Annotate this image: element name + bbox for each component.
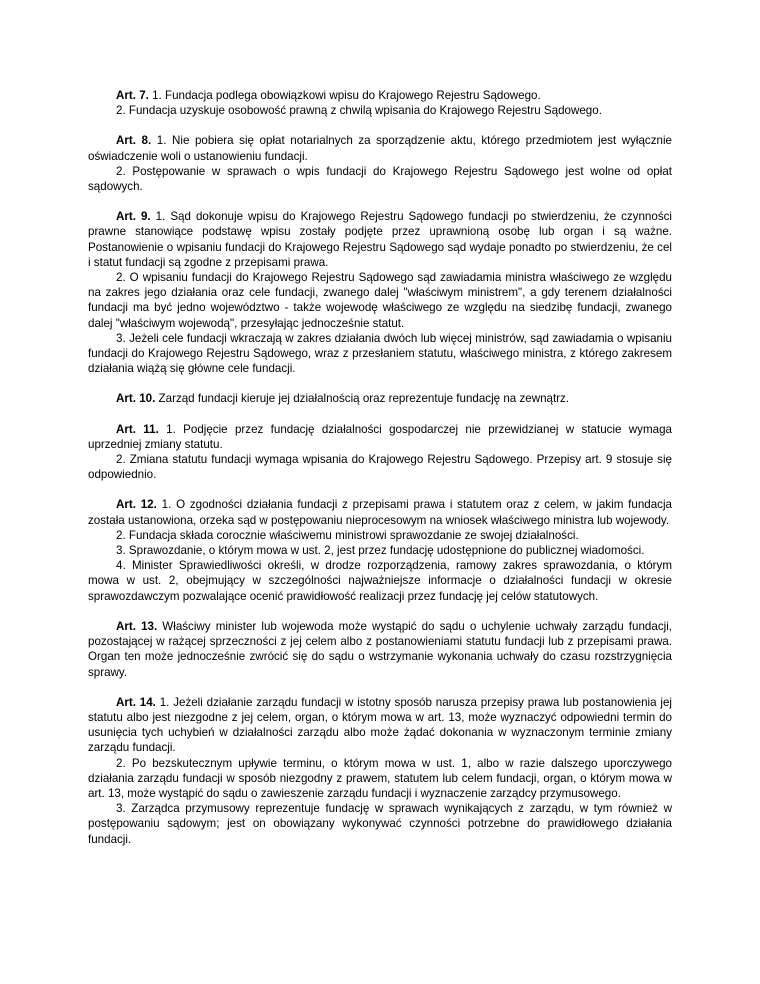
article-9-paragraph-1: [88, 209, 672, 270]
article-10-paragraph-1: [88, 391, 672, 406]
article-7-label: Art. 7.: [116, 89, 149, 102]
article-12-paragraph-1: [88, 497, 672, 527]
article-12: [88, 497, 672, 603]
article-10: [88, 391, 672, 406]
article-7: [88, 88, 672, 118]
article-8-text-1: 1. Nie pobiera się opłat notarialnych za sporządzenie aktu, którego przedmiotem jest wyłącznie oświadczenie woli o ustanowieniu fundacji.: [88, 134, 672, 163]
article-14-paragraph-3: 3. Zarządca przymusowy reprezentuje fundację w sprawach wynikających z zarządu, w tym również w postępowaniu sądowym; jest on obowiązany wykonywać czynności potrzebne do prawidłowego działania fundacji.: [88, 802, 672, 846]
article-7-text-1: 1. Fundacja podlega obowiązkowi wpisu do Krajowego Rejestru Sądowego.: [152, 89, 541, 102]
article-13: [88, 619, 672, 680]
article-11: [88, 422, 672, 483]
article-8: [88, 133, 672, 194]
article-12-paragraph-3: 3. Sprawozdanie, o którym mowa w ust. 2, jest przez fundację udostępnione do publicznej wiadomości.: [116, 544, 645, 558]
article-10-text-1: Zarząd fundacji kieruje jej działalnością oraz reprezentuje fundację na zewnątrz.: [158, 392, 570, 406]
article-8-paragraph-1: [88, 133, 672, 163]
article-9-label: Art. 9.: [116, 210, 151, 224]
article-7-paragraph-2: 2. Fundacja uzyskuje osobowość prawną z chwilą wpisania do Krajowego Rejestru Sądowego.: [116, 104, 602, 118]
article-12-label: Art. 12.: [116, 498, 157, 512]
article-9-paragraph-3: 3. Jeżeli cele fundacji wkraczają w zakres działania dwóch lub więcej ministrów, sąd zawiadamia o wpisaniu fundacji do Krajowego Rejestru Sądowego, wraz z przesłaniem statutu, właściwego ministra, z którego zakresem działania wiążą się główne cele fundacji.: [88, 331, 672, 376]
article-7-paragraph-1: [88, 88, 672, 103]
article-13-text-1: Właściwy minister lub wojewoda może wystąpić do sądu o uchylenie uchwały zarządu fundacji, pozostającej w rażącej sprzeczności z jej celem albo z postanowieniami statutu fundacji lub z przepisami prawa. Organ ten może jednocześnie zwrócić się do sądu o wstrzymanie wykonania uchwały do czasu rozstrzygnięcia sprawy.: [88, 619, 672, 679]
article-13-label: Art. 13.: [116, 619, 158, 633]
article-14-paragraph-1: [88, 695, 672, 756]
article-11-paragraph-2: 2. Zmiana statutu fundacji wymaga wpisania do Krajowego Rejestru Sądowego. Przepisy art. 9 stosuje się odpowiednio.: [88, 453, 672, 482]
article-8-paragraph-2: 2. Postępowanie w sprawach o wpis fundacji do Krajowego Rejestru Sądowego jest wolne od opłat sądowych.: [88, 164, 672, 194]
article-11-label: Art. 11.: [116, 422, 159, 436]
article-13-paragraph-1: [88, 619, 672, 680]
article-10-label: Art. 10.: [116, 392, 156, 406]
article-9: [88, 209, 672, 376]
article-9-paragraph-2: 2. O wpisaniu fundacji do Krajowego Rejestru Sądowego sąd zawiadamia ministra właściwego ze względu na zakres jego działania oraz cele fundacji, zwanego dalej "właściwym ministrem", a gdy terenem działalności fundacji ma być jedno województwo - także wojewodę właściwego ze względu na siedzibę fundacji, zwanego dalej "właściwym wojewodą", przesyłając jednocześnie statut.: [88, 271, 672, 330]
article-14-paragraph-2: 2. Po bezskutecznym upływie terminu, o którym mowa w ust. 1, albo w razie dalszego uporczywego działania zarządu fundacji w sposób niezgodny z prawem, statutem lub celem fundacji, organ, o którym mowa w art. 13, może wystąpić do sądu o zawieszenie zarządu fundacji i wyznaczenie zarządcy przymusowego.: [88, 756, 672, 800]
document-page: [88, 88, 672, 862]
article-11-paragraph-1: [88, 422, 672, 452]
article-11-text-1: 1. Podjęcie przez fundację działalności gospodarczej nie przewidzianej w statucie wymaga uprzedniej zmiany statutu.: [88, 422, 672, 451]
article-8-label: Art. 8.: [116, 134, 152, 148]
article-9-text-1: 1. Sąd dokonuje wpisu do Krajowego Rejestru Sądowego fundacji po stwierdzeniu, że czynności prawne stanowiące podstawę wpisu zostały podjęte przez uprawnioną osobę lub organ i są ważne. Postanowienie o wpisaniu fundacji do Krajowego Rejestru Sądowego sąd wydaje ponadto po stwierdzeniu, że cel i statut fundacji są zgodne z przepisami prawa.: [88, 210, 672, 269]
article-14-label: Art. 14.: [116, 695, 156, 709]
article-12-text-1: 1. O zgodności działania fundacji z przepisami prawa i statutem oraz z celem, w jakim fundacja została ustanowiona, orzeka sąd w postępowaniu nieprocesowym na wniosek właściwego ministra lub wojewody.: [88, 498, 672, 527]
article-14: [88, 695, 672, 847]
article-12-paragraph-4: 4. Minister Sprawiedliwości określi, w drodze rozporządzenia, ramowy zakres sprawozdania, o którym mowa w ust. 2, obejmujący w szczególności najważniejsze informacje o działalności fundacji w okresie sprawozdawczym pozwalające ocenić prawidłowość realizacji przez fundację jej celów statutowych.: [88, 559, 672, 603]
article-14-text-1: 1. Jeżeli działanie zarządu fundacji w istotny sposób narusza przepisy prawa lub postanowienia jej statutu albo jest niezgodne z jej celem, organ, o którym mowa w art. 13, może wyznaczyć odpowiedni termin do usunięcia tych uchybień w działalności zarządu albo może żądać dokonania w wyznaczonym terminie zmiany zarządu fundacji.: [88, 695, 672, 755]
article-12-paragraph-2: 2. Fundacja składa corocznie właściwemu ministrowi sprawozdanie ze swojej działalności.: [116, 528, 579, 542]
